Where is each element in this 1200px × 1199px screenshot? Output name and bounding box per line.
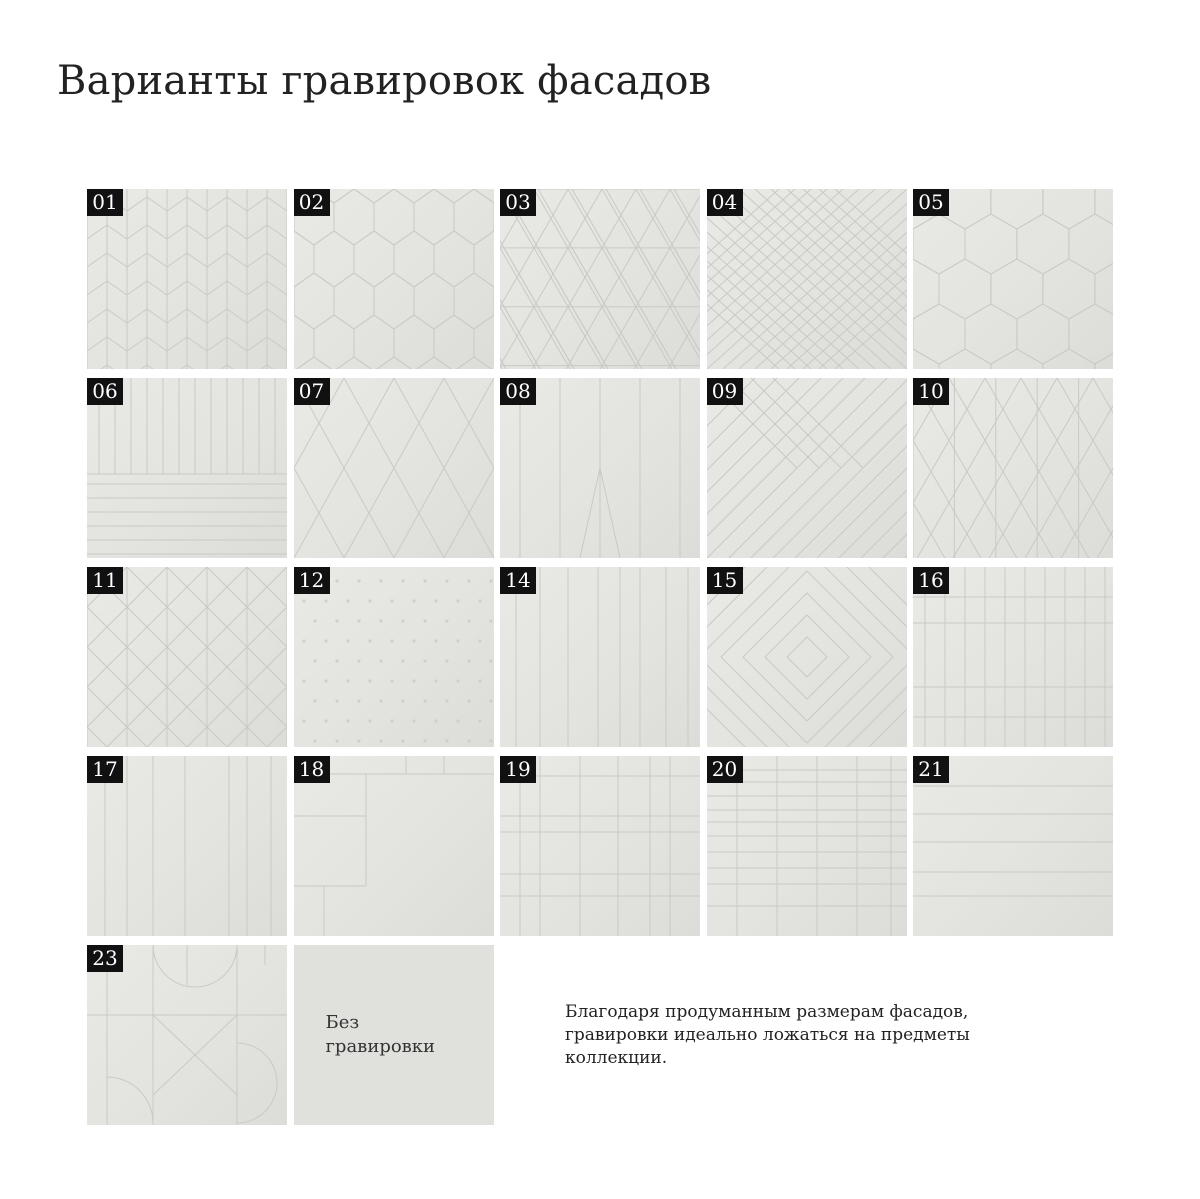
engraving-tile-17[interactable] xyxy=(87,756,287,936)
engraving-tile-16[interactable] xyxy=(913,567,1113,747)
tile-number-badge: 01 xyxy=(87,189,123,216)
vertical-split-pattern xyxy=(500,378,700,558)
tile-number-badge: 17 xyxy=(87,756,123,783)
grid-verticals-pattern xyxy=(913,567,1113,747)
vertical-lines-pattern xyxy=(500,567,700,747)
engraving-tile-08[interactable] xyxy=(500,378,700,558)
dots-pattern xyxy=(294,567,494,747)
diagonal-x-pattern xyxy=(707,189,907,369)
engraving-tile-11[interactable] xyxy=(87,567,287,747)
plaid-pattern xyxy=(500,756,700,936)
diagonal-bands-pattern xyxy=(707,378,907,558)
engraving-tile-none[interactable] xyxy=(294,945,494,1125)
tile-number-badge: 18 xyxy=(294,756,330,783)
tile-number-badge: 04 xyxy=(707,189,743,216)
bauhaus-pattern xyxy=(87,945,287,1125)
elongated-hexagon-pattern xyxy=(294,189,494,369)
tile-number-badge: 09 xyxy=(707,378,743,405)
tile-number-badge: 14 xyxy=(500,567,536,594)
concentric-diamond-pattern xyxy=(707,567,907,747)
rectangles-pattern xyxy=(294,756,494,936)
tile-number-badge: 03 xyxy=(500,189,536,216)
engraving-tile-19[interactable] xyxy=(500,756,700,936)
tile-number-badge: 07 xyxy=(294,378,330,405)
tumbling-blocks-pattern xyxy=(913,378,1113,558)
engraving-tile-06[interactable] xyxy=(87,378,287,558)
tile-number-badge: 20 xyxy=(707,756,743,783)
geometric-cubes-pattern xyxy=(87,567,287,747)
engraving-tile-10[interactable] xyxy=(913,378,1113,558)
tile-number-badge: 15 xyxy=(707,567,743,594)
engraving-tile-02[interactable] xyxy=(294,189,494,369)
engraving-tile-07[interactable] xyxy=(294,378,494,558)
tile-number-badge: 19 xyxy=(500,756,536,783)
engraving-tile-03[interactable] xyxy=(500,189,700,369)
vertical-horizontal-lines-pattern xyxy=(87,378,287,558)
engraving-tile-05[interactable] xyxy=(913,189,1113,369)
star-rhombus-pattern xyxy=(500,189,700,369)
no-engraving-label: Без гравировки xyxy=(325,1012,436,1057)
engraving-tile-15[interactable] xyxy=(707,567,907,747)
description-note: Благодаря продуманным размерам фасадов, гравировки идеально ложаться на предметы коллекции. xyxy=(565,1002,970,1068)
tile-number-badge: 10 xyxy=(913,378,949,405)
engraving-tile-20[interactable] xyxy=(707,756,907,936)
engraving-tile-18[interactable] xyxy=(294,756,494,936)
chevron-pattern xyxy=(87,189,287,369)
wide-verticals-pattern xyxy=(87,756,287,936)
tile-number-badge: 16 xyxy=(913,567,949,594)
engraving-tile-23[interactable] xyxy=(87,945,287,1125)
horizontal-lines-pattern xyxy=(913,756,1113,936)
tile-number-badge: 11 xyxy=(87,567,123,594)
engraving-grid xyxy=(87,189,1113,1129)
engraving-tile-01[interactable] xyxy=(87,189,287,369)
engraving-tile-04[interactable] xyxy=(707,189,907,369)
tile-number-badge: 06 xyxy=(87,378,123,405)
hexagon-pattern xyxy=(913,189,1113,369)
dense-plaid-pattern xyxy=(707,756,907,936)
engraving-tile-12[interactable] xyxy=(294,567,494,747)
tile-number-badge: 02 xyxy=(294,189,330,216)
page-title: Варианты гравировок фасадов xyxy=(57,58,712,104)
tile-number-badge: 12 xyxy=(294,567,330,594)
engraving-tile-14[interactable] xyxy=(500,567,700,747)
harlequin-pattern xyxy=(294,378,494,558)
engraving-tile-21[interactable] xyxy=(913,756,1113,936)
tile-number-badge: 05 xyxy=(913,189,949,216)
engraving-tile-09[interactable] xyxy=(707,378,907,558)
tile-number-badge: 23 xyxy=(87,945,123,972)
tile-number-badge: 08 xyxy=(500,378,536,405)
tile-number-badge: 21 xyxy=(913,756,949,783)
